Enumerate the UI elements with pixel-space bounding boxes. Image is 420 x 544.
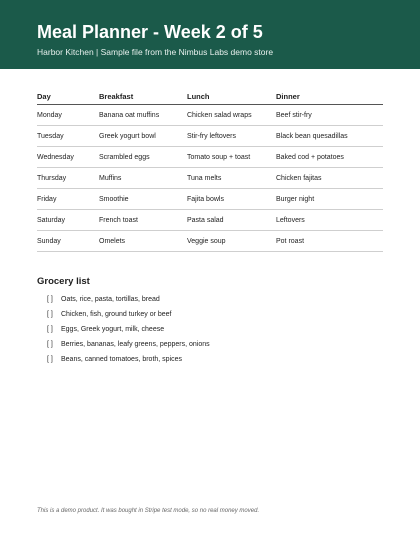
list-item [47,322,210,337]
breakfast-cell: Smoothie [99,189,187,210]
grocery-item-text: Beans, canned tomatoes, broth, spices [61,356,183,363]
lunch-cell: Fajita bowls [187,189,276,210]
grocery-section [37,276,210,367]
lunch-cell: Chicken salad wraps [187,105,276,126]
table-row [37,126,383,147]
checkbox-marker: [ ] [47,296,53,303]
header-banner [0,0,420,69]
column-header-breakfast: Breakfast [99,88,187,105]
grocery-title: Grocery list [37,276,90,287]
day-cell: Monday [37,105,99,126]
breakfast-cell: Greek yogurt bowl [99,126,187,147]
table-row [37,147,383,168]
breakfast-cell: Omelets [99,231,187,252]
list-item [47,292,210,307]
table-row [37,231,383,252]
grocery-item-text: Chicken, fish, ground turkey or beef [61,311,172,318]
day-cell: Wednesday [37,147,99,168]
lunch-cell: Stir-fry leftovers [187,126,276,147]
page-title: Meal Planner - Week 2 of 5 [37,22,263,42]
dinner-cell: Leftovers [276,210,383,231]
checkbox-marker: [ ] [47,341,53,348]
day-cell: Tuesday [37,126,99,147]
dinner-cell: Burger night [276,189,383,210]
table-row [37,189,383,210]
dinner-cell: Beef stir-fry [276,105,383,126]
lunch-cell: Pasta salad [187,210,276,231]
list-item [47,307,210,322]
breakfast-cell: Muffins [99,168,187,189]
lunch-cell: Tuna melts [187,168,276,189]
day-cell: Sunday [37,231,99,252]
table-row [37,210,383,231]
grocery-item-text: Berries, bananas, leafy greens, peppers, onions [61,341,210,348]
checkbox-marker: [ ] [47,326,53,333]
meal-plan-table [37,88,383,252]
column-header-lunch: Lunch [187,88,276,105]
breakfast-cell: Banana oat muffins [99,105,187,126]
day-cell: Friday [37,189,99,210]
table-row [37,105,383,126]
dinner-cell: Chicken fajitas [276,168,383,189]
grocery-item-text: Oats, rice, pasta, tortillas, bread [61,296,160,303]
table-row [37,168,383,189]
table-header-row [37,88,383,105]
page-subtitle: Harbor Kitchen | Sample file from the Nimbus Labs demo store [37,47,274,57]
breakfast-cell: French toast [99,210,187,231]
dinner-cell: Baked cod + potatoes [276,147,383,168]
column-header-day: Day [37,88,99,105]
lunch-cell: Tomato soup + toast [187,147,276,168]
footer-note: This is a demo product. It was bought in Stripe test mode, so no real money moved. [37,508,260,514]
list-item [47,352,210,367]
day-cell: Saturday [37,210,99,231]
checkbox-marker: [ ] [47,311,53,318]
dinner-cell: Pot roast [276,231,383,252]
column-header-dinner: Dinner [276,88,383,105]
checkbox-marker: [ ] [47,356,53,363]
breakfast-cell: Scrambled eggs [99,147,187,168]
grocery-item-text: Eggs, Greek yogurt, milk, cheese [61,326,165,333]
lunch-cell: Veggie soup [187,231,276,252]
list-item [47,337,210,352]
dinner-cell: Black bean quesadillas [276,126,383,147]
grocery-list [37,292,210,367]
day-cell: Thursday [37,168,99,189]
